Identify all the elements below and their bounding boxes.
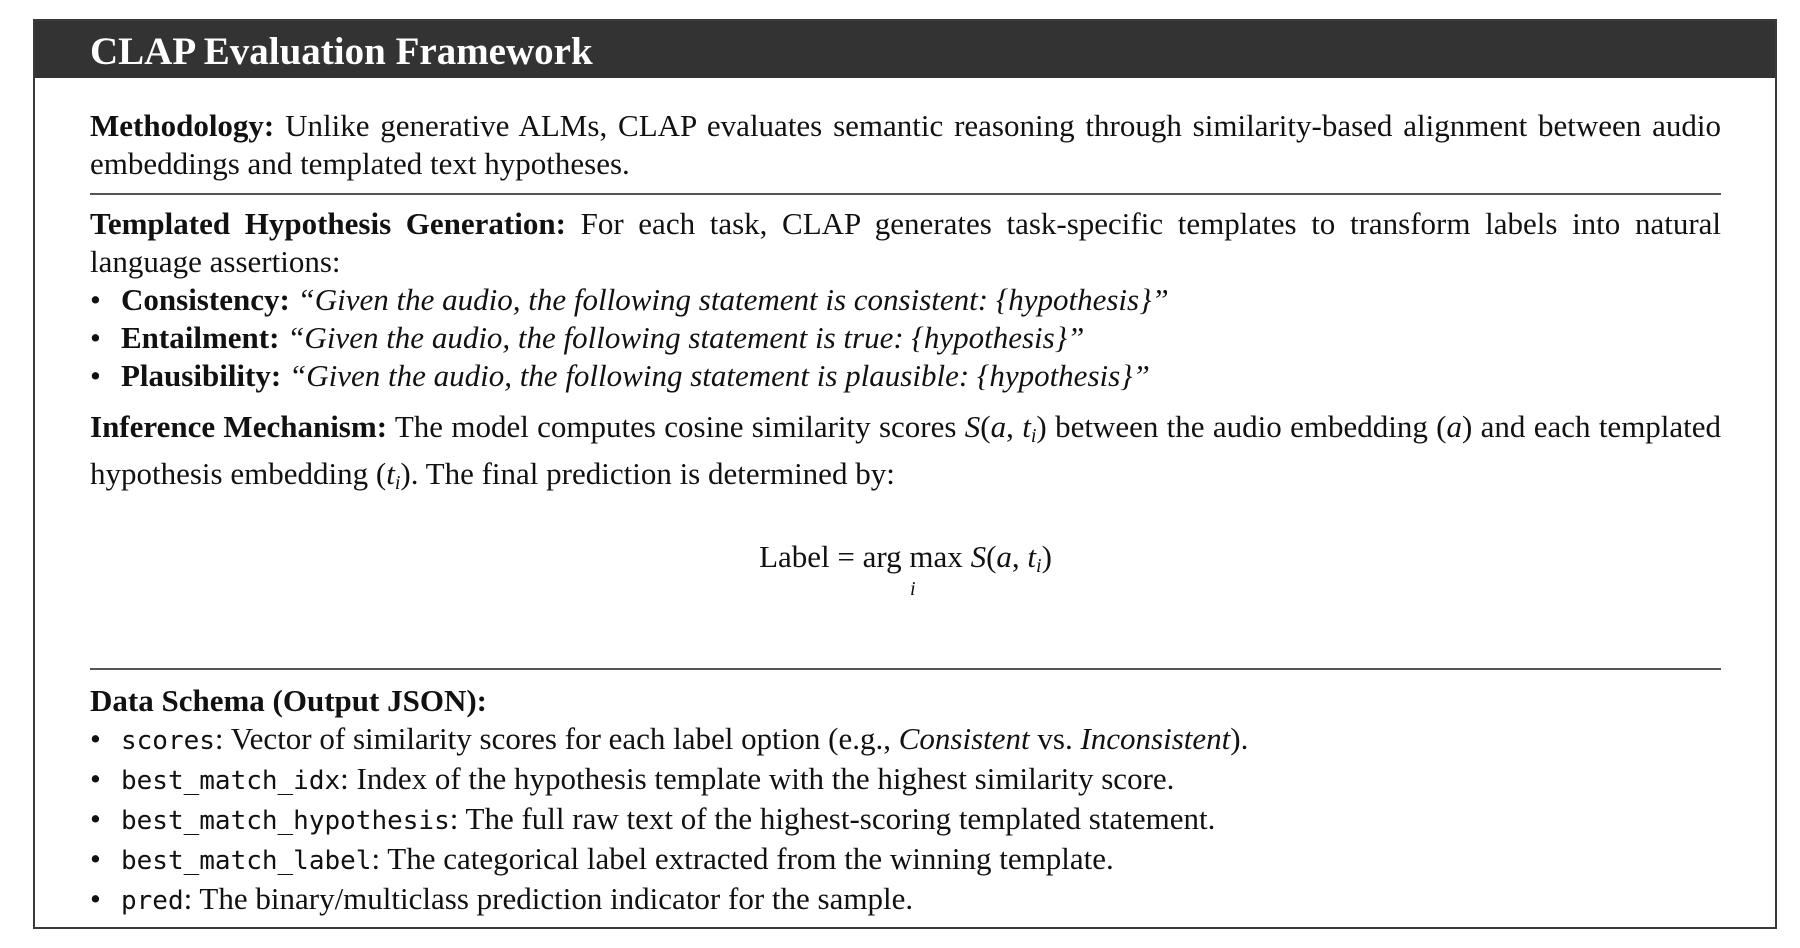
field-name: scores <box>121 726 215 756</box>
list-item <box>90 281 1721 319</box>
schema-item <box>90 880 1721 920</box>
template-name: Consistency: <box>121 282 290 317</box>
template-quote: “Given the audio, the following statement is consistent: {hypothesis}” <box>297 282 1169 317</box>
template-name: Plausibility: <box>121 358 282 393</box>
audio-symbol: a <box>1446 409 1462 444</box>
hypothesis-symbol: t <box>386 456 395 491</box>
inference-lead: Inference Mechanism: <box>90 409 388 444</box>
template-list <box>90 281 1721 395</box>
methodology-paragraph <box>90 107 1721 183</box>
argmax-operator: arg max i <box>863 538 963 576</box>
equation-lhs: Label <box>759 539 830 574</box>
field-description: vs. <box>1029 721 1081 756</box>
template-name: Entailment: <box>121 320 280 355</box>
field-name: best_match_idx <box>121 766 341 796</box>
schema-list <box>90 720 1721 920</box>
field-description: : The categorical label extracted from the winning template. <box>371 841 1114 876</box>
hypothesis-subscript: i <box>394 472 401 494</box>
template-quote: “Given the audio, the following statement is true: {hypothesis}” <box>287 320 1085 355</box>
score-expression: S(a, $t_i$) <box>964 409 1047 447</box>
templated-paragraph <box>90 205 1721 281</box>
list-item <box>90 319 1721 357</box>
templated-lead: Templated Hypothesis Generation: <box>90 206 566 241</box>
bullet: • <box>90 282 101 317</box>
field-description: : Vector of similarity scores for each label option (e.g., <box>214 721 899 756</box>
inference-paragraph <box>90 408 1721 502</box>
inference-text: ) and each templated hypothesis embedding ( <box>90 409 1722 491</box>
argmax-index: i <box>909 578 916 600</box>
field-description: : The full raw text of the highest-scoring templated statement. <box>449 801 1216 836</box>
bullet: • <box>90 761 101 796</box>
templated-text: For each task, CLAP generates task-specific templates to transform labels into natural language assertions: <box>90 206 1722 279</box>
schema-item <box>90 800 1721 840</box>
inference-text: The model computes cosine similarity scores <box>394 409 957 444</box>
field-name: pred <box>121 886 184 916</box>
schema-heading: Data Schema (Output JSON): <box>90 683 487 718</box>
methodology-text: Unlike generative ALMs, CLAP evaluates semantic reasoning through similarity-based alignment between audio embeddings and templated text hypotheses. <box>90 108 1721 181</box>
field-description: ). <box>1230 721 1249 756</box>
bullet: • <box>90 841 101 876</box>
bullet: • <box>90 320 101 355</box>
bullet: • <box>90 881 101 916</box>
list-item <box>90 357 1721 395</box>
template-quote: “Given the audio, the following statement is plausible: {hypothesis}” <box>288 358 1150 393</box>
field-description: : Index of the hypothesis template with the highest similarity score. <box>340 761 1175 796</box>
field-name: best_match_hypothesis <box>121 806 450 836</box>
section-divider <box>90 193 1721 195</box>
schema-item <box>90 760 1721 800</box>
box-title: CLAP Evaluation Framework <box>90 30 593 73</box>
section-divider <box>90 668 1721 670</box>
prediction-equation <box>90 516 1721 616</box>
schema-item <box>90 720 1721 760</box>
inference-text: between the audio embedding ( <box>1055 409 1447 444</box>
example-label: Consistent <box>898 721 1030 756</box>
bullet: • <box>90 358 101 393</box>
framework-box <box>33 19 1777 929</box>
example-label: Inconsistent <box>1080 721 1231 756</box>
bullet: • <box>90 801 101 836</box>
inference-text: ). The final prediction is determined by: <box>400 456 895 491</box>
field-description: : The binary/multiclass prediction indicator for the sample. <box>183 881 914 916</box>
methodology-lead: Methodology: <box>90 108 275 143</box>
framework-content <box>90 107 1721 920</box>
schema-item <box>90 840 1721 880</box>
field-name: best_match_label <box>121 846 372 876</box>
title-bar <box>35 21 1775 78</box>
equation-rhs: S(a, $t_i$) <box>970 539 1052 577</box>
bullet: • <box>90 721 101 756</box>
equation-equals: = <box>837 539 855 574</box>
